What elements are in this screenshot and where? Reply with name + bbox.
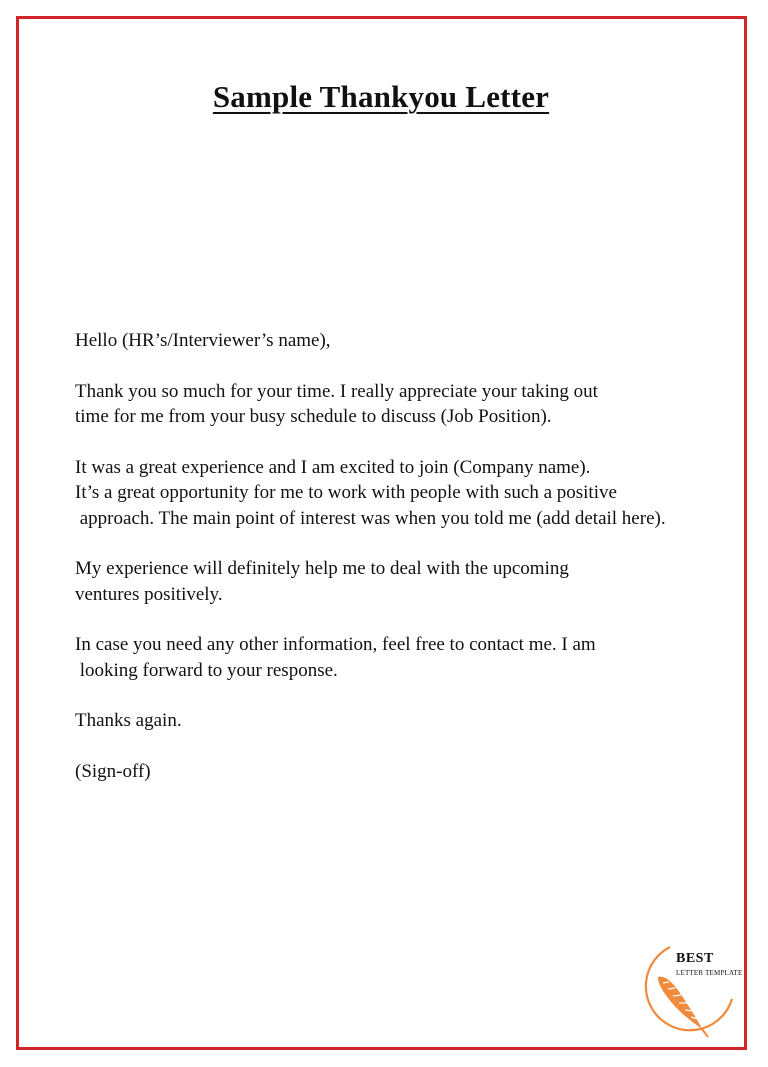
paragraph-line: time for me from your busy schedule to discuss (Job Position).	[75, 406, 552, 427]
paragraph-experience	[75, 455, 755, 532]
paragraph-ventures	[75, 556, 755, 607]
paragraph-line: It was a great experience and I am excited to join (Company name).	[75, 456, 591, 478]
paragraph-line: It’s a great opportunity for me to work with people with such a positive	[75, 482, 617, 503]
paragraph-line: looking forward to your response.	[75, 659, 338, 681]
letter-title	[0, 78, 768, 115]
greeting	[75, 328, 755, 354]
closing-line: Thanks again.	[75, 710, 182, 731]
signoff-line: (Sign-off)	[75, 760, 151, 782]
paragraph-line: approach. The main point of interest was when you told me (add detail here).	[75, 507, 666, 529]
paragraph-line: In case you need any other information, feel free to contact me. I am	[75, 634, 596, 655]
paragraph-line: My experience will definitely help me to deal with the upcoming	[75, 558, 569, 579]
signoff	[75, 759, 755, 785]
letter-body	[75, 328, 755, 809]
paragraph-contact	[75, 632, 755, 683]
paragraph-line: Thank you so much for your time. I really appreciate your taking out	[75, 380, 598, 402]
logo-subtitle-text: LETTER TEMPLATE	[676, 969, 743, 977]
logo-brand-text: BEST	[676, 951, 714, 966]
closing	[75, 708, 755, 734]
letter-title-text: Sample Thankyou Letter	[212, 79, 550, 114]
paragraph-line: ventures positively.	[75, 583, 223, 605]
greeting-line: Hello (HR’s/Interviewer’s name),	[75, 330, 331, 351]
paragraph-thanks	[75, 379, 755, 430]
